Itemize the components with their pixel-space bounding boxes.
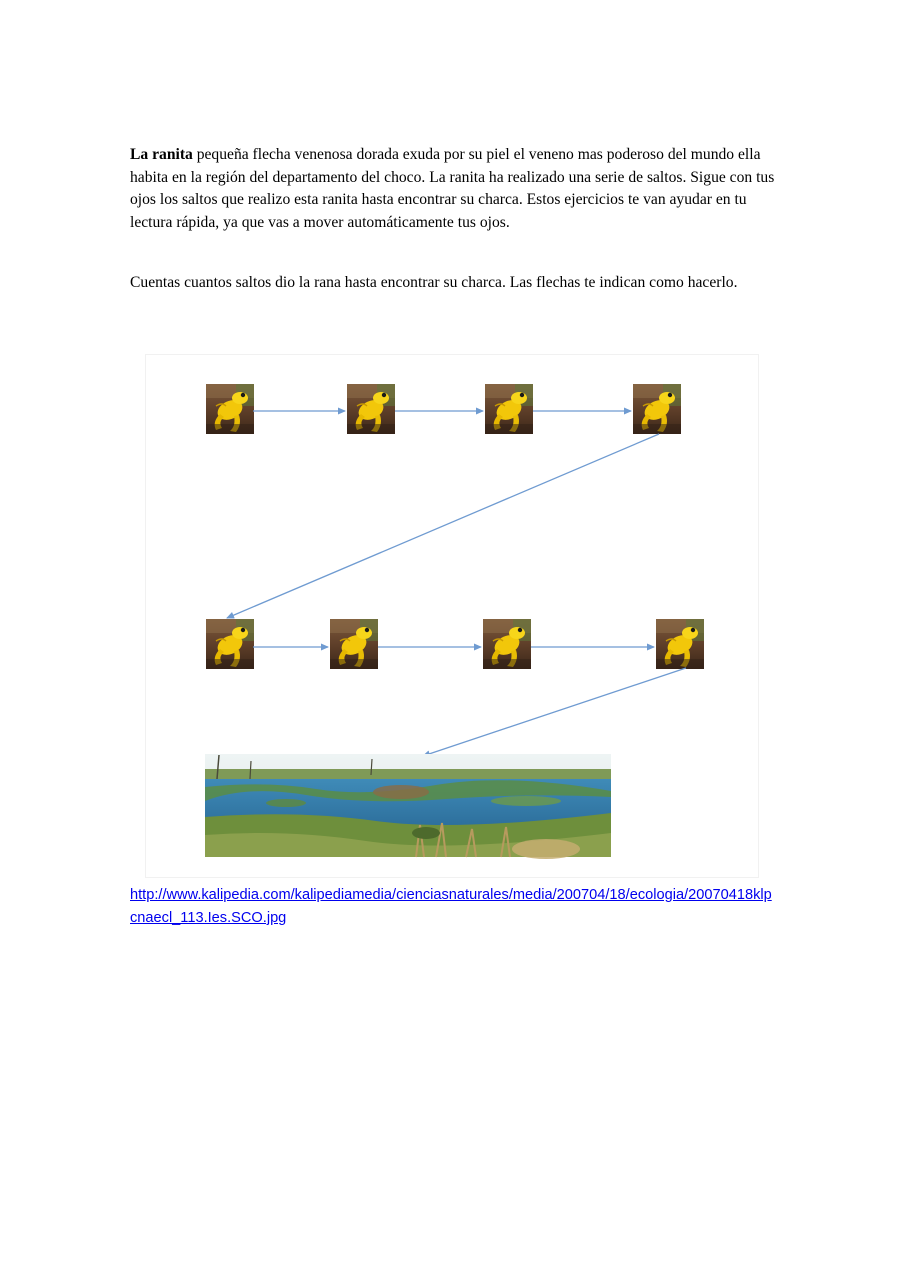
- jump-arrow-4: [227, 434, 659, 618]
- pond-image: [205, 754, 611, 859]
- jump-arrow-8: [423, 668, 686, 756]
- frog-1: [206, 384, 254, 434]
- intro-text: pequeña flecha venenosa dorada exuda por su piel el veneno mas poderoso del mundo ella habita en la región del departamento del choco. La ranita ha realizado una serie de saltos. Sigue con tus ojos los saltos que realizo esta ranita hasta encontrar su charca. Estos ejercicios te van ayudar en tu lectura rápida, ya que vas a mover automáticamente tus ojos.: [130, 146, 775, 231]
- frog-5: [206, 619, 254, 669]
- frog-4: [633, 384, 681, 434]
- frog-jumps-diagram: [146, 355, 760, 879]
- frog-jumps-figure: [145, 354, 759, 878]
- frog-3: [485, 384, 533, 434]
- instruction-paragraph: Cuentas cuantos saltos dio la rana hasta encontrar su charca. Las flechas te indican como hacerlo.: [130, 274, 738, 291]
- frog-6: [330, 619, 378, 669]
- intro-paragraph: [130, 144, 775, 234]
- intro-bold-lead: La ranita: [130, 146, 193, 163]
- frog-7: [483, 619, 531, 669]
- frog-8: [656, 619, 704, 669]
- frog-2: [347, 384, 395, 434]
- source-link[interactable]: http://www.kalipedia.com/kalipediamedia/cienciasnaturales/media/200704/18/ecologia/20070418klpcnaecl_113.Ies.SCO.jpg: [130, 887, 772, 926]
